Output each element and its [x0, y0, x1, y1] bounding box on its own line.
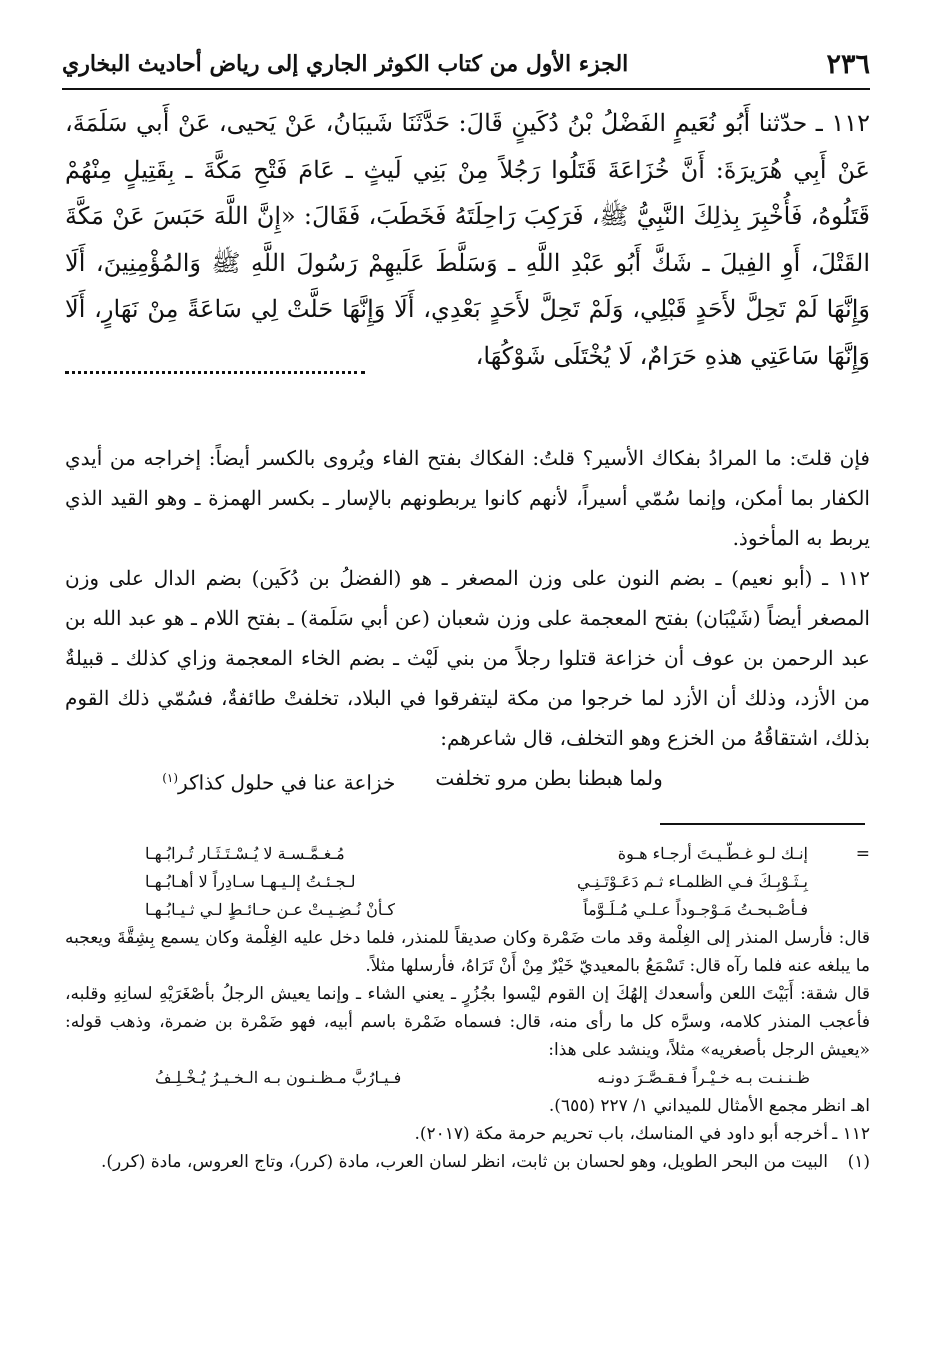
commentary-paragraph: فإن قلتَ: ما المرادُ بفكاك الأسير؟ قلتُ: الفكاك بفتح الفاء ويُروى بالكسر أيضاً: إخراجه من أيدي الكفار بما أمكن، وإنما سُمّي أسيراً، لأنهم كانوا يربطونهم بالإسار ـ بكسر الهمزة ـ وهو القيد الذي يربط به المأخوذ.: [65, 446, 870, 550]
footnote-112: [65, 1120, 870, 1148]
footnote-paragraph: قال: فأرسل المنذر إلى الغِلْمة وقد مات ضَمْرة وكان صديقاً للمنذر، فلما دخل عليه الغِلْمة وكان يسمع بِشِقَّةَ ويعجبه ما يبلغه عنه فلما رآه قال: تَسْمَعُ بالمعيديّ خَيْرٌ مِنْ أَنْ تَرَاهُ، فأرسلها مثلاً.: [65, 928, 870, 976]
verse-row: [65, 896, 848, 924]
footnote-body: البيت من البحر الطويل، وهو لحسان بن ثابت، انظر لسان العرب، مادة (كرر)، وتاج العروس، مادة (كرر).: [100, 1152, 828, 1172]
running-title: الجزء الأول من كتاب الكوثر الجاري إلى رياض أحاديث البخاري: [62, 51, 629, 77]
footnote-1: [65, 1148, 870, 1176]
verse-row: [65, 840, 848, 868]
verse-row: [65, 868, 848, 896]
verse-left: كـأنْ نُـضِـيـتْ عـن حـائـطٍ لـي ثـيـابُـهـا: [145, 900, 395, 919]
verse-right: إنـك لـو غـطّـيـتَ أرجـاء هـوة: [617, 844, 808, 863]
footnote-number: ١١٢ ـ: [832, 1124, 870, 1144]
footnote-verse: [65, 1064, 870, 1092]
verse-right: ظـنـنـت بـه خـيْـراً فـقـصَّـرَ دونـه: [597, 1068, 810, 1087]
footnote-verses: [65, 840, 870, 924]
poem-verse: [65, 758, 760, 803]
commentary-paragraph: ١١٢ ـ (أبو نعيم) ـ بضم النون على وزن المصغر ـ هو (الفضلُ بن دُكَين) بضم الدال على وزن المصغر أيضاً (شَيْبَان) بفتح المعجمة على وزن شعبان (عن أبي سَلَمة) ـ بفتح اللام ـ هو عبد الله بن عبد الرحمن بن عوف أن خزاعة قتلوا رجلاً من بني لَيْث ـ بضم الخاء المعجمة وزاي كذلك ـ قبيلةٌ من الأزد، وذلك أن الأزد لما خرجوا من مكة ليتفرقوا في البلاد، تخلفتْ طائفةٌ، فسُمّي ذلك القوم بذلك، اشتقاقُهُ من الخزع وهو التخلف، قال شاعرهم:: [65, 566, 870, 750]
verse-left: فـيـارُبَّ مـظـنـون بـه الـخـيـرُ يُـخْـلِـفُ: [155, 1068, 402, 1087]
footnote-paragraph: قال شقة: أَبَيْتَ اللعن وأسعدك إلهُكَ إن القوم ليْسوا بجُزُرٍ ـ يعني الشاء ـ وإنما يعيش الرجلُ بأصْغَرَيْهِ لسانِهِ وقلبه، فأعجب المنذر كلامه، وسرَّه كل ما رأى منه، قال: فسماه ضَمْرة باسم أبيه، فهو ضَمْرة بن ضمرة، وذهب قوله: «يعيش الرجل بأصغريه» مثلاً، وينشد على هذا:: [65, 984, 870, 1060]
footnote-body: أخرجه أبو داود في المناسك، باب تحريم حرمة مكة (٢٠١٧).: [414, 1124, 828, 1144]
verse-hemistich-left: [162, 758, 395, 803]
continuation-mark: =: [855, 844, 870, 864]
footnote-number: (١): [847, 1152, 870, 1172]
page-header: [62, 40, 870, 90]
verse-right: فـأصْـبحـتُ مَـوْجـوداً عـلـي مُـلَـوَّماً: [583, 900, 808, 919]
page-number: ٢٣٦: [826, 48, 870, 80]
dotted-separator: [65, 371, 365, 374]
verse-grid: [65, 840, 848, 924]
verse-left: لـجـئـتُ إلـيـهـا سـادِراً لا أهـابُـهـا: [145, 872, 356, 891]
footnote-separator: [660, 823, 865, 825]
footnote-source: اهـ انظر مجمع الأمثال للميداني ١/ ٢٢٧ (٦٥٥).: [548, 1096, 870, 1116]
verse-hemistich-right: ولما هبطنا بطن مرو تخلفت: [435, 766, 663, 790]
verse-right: بِـثَـوْبِـكَ فـي الظلمـاء ثـم دَعَـوْتَـنِـي: [576, 872, 808, 891]
footnotes: [65, 840, 870, 1176]
hadith-text: ١١٢ ـ حدّثنا أَبُو نُعَيمٍ الفَضْلُ بْنُ دُكَينٍ قَالَ: حَدَّثَنَا شَيبَانُ، عَنْ يَحيى، عَنْ أَبي سَلَمَةَ، عَنْ أَبِي هُرَيرَةَ: أَنَّ خُزَاعَةَ قَتَلُوا رَجُلاً مِنْ بَنِي لَيثٍ ـ عَامَ فَتْحِ مَكَّةَ ـ بِقَتِيلٍ مِنْهُمْ قَتَلُوهُ، فَأُخْبِرَ بِذلِكَ النَّبِيُّ ﷺ، فَرَكِبَ رَاحِلَتَهُ فَخَطَبَ، فَقَالَ: «إِنَّ اللَّهَ حَبَسَ عَنْ مَكَّةَ القَتْلَ، أَوِ الفِيلَ ـ شَكَّ أَبُو عَبْدِ اللَّهِ ـ وَسَلَّطَ عَلَيهِمْ رَسُولَ اللَّهِ ﷺ وَالمُؤْمِنِينَ، أَلَا وَإِنَّهَا لَمْ تَحِلَّ لأَحَدٍ قَبْلِي، وَلَمْ تَحِلَّ لأَحَدٍ بَعْدِي، أَلَا وَإِنَّهَا حَلَّتْ لِي سَاعَةً مِنْ نَهَارٍ، أَلَا وَإِنَّهَا سَاعَتِي هذهِ حَرَامٌ، لَا يُخْتَلَى شَوْكُهَا،: [65, 109, 870, 370]
footnote-ref: (١): [162, 771, 179, 785]
commentary: [65, 438, 870, 803]
footnote-prose: [65, 924, 870, 1064]
verse-text: خزاعة عنا في حلول كذاكر: [178, 770, 396, 795]
verse-left: مُـغـمَّـسـة لا يُـسْـتَـثَـار تُـرابُـهـا: [145, 844, 345, 863]
